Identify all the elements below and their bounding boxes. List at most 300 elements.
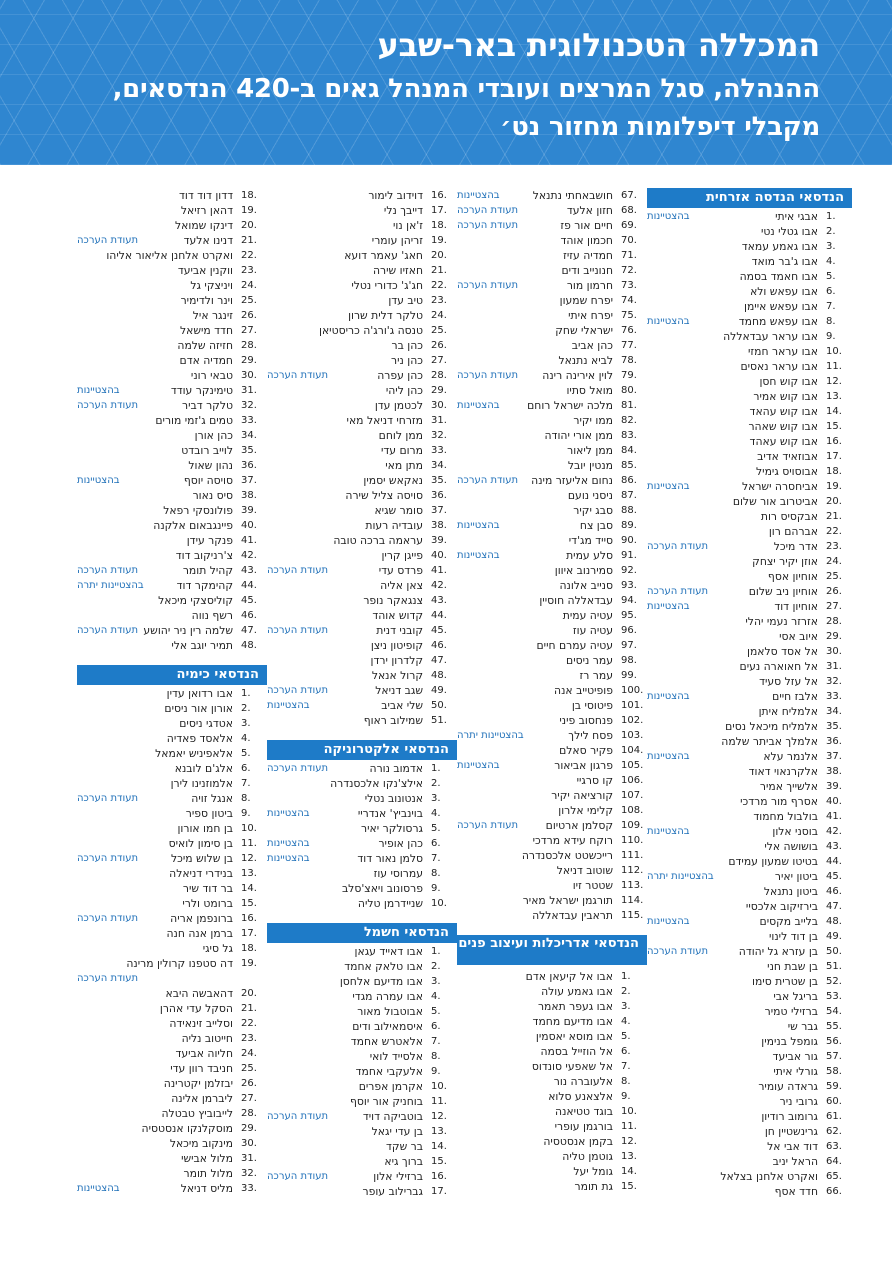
graduate-row (647, 524, 852, 539)
graduate-number: 34. (431, 460, 447, 471)
graduate-number: 38. (431, 520, 447, 531)
distinction-tag: תעודת הערכה (457, 205, 519, 216)
graduate-row (457, 1179, 647, 1194)
graduate-name: אבו קוש אמיר (753, 390, 818, 403)
graduate-name: כהן אביב (571, 339, 613, 352)
graduate-row (457, 368, 647, 383)
graduate-name: בירזיקוב אלכסיי (745, 900, 818, 913)
graduate-number: 80. (621, 385, 637, 396)
graduate-number: 20. (241, 220, 257, 231)
graduate-name: סיס נאור (192, 489, 233, 502)
graduate-number: 115. (621, 910, 644, 921)
graduate-row (457, 383, 647, 398)
graduate-name: בן עדי יגאל (371, 1125, 423, 1138)
graduate-row (77, 593, 267, 608)
graduate-name: סלע עמית (566, 549, 613, 562)
graduate-number: 35. (826, 721, 842, 732)
graduate-name: אלג'ם לובנא (174, 762, 233, 775)
graduate-number: 27. (826, 601, 842, 612)
graduate-name: פולונסקי רפאל (163, 504, 233, 517)
graduate-name: אדר מיכל (773, 540, 818, 553)
graduate-row (647, 1139, 852, 1154)
graduate-name: טבאי רוני (190, 369, 233, 382)
graduate-row (267, 1154, 457, 1169)
graduate-row (457, 638, 647, 653)
graduate-name: מוסקלנקו אנסטסיה (141, 1122, 233, 1135)
graduate-row (647, 314, 852, 329)
column-2 (457, 188, 647, 1194)
graduate-number: 20. (241, 988, 257, 999)
graduate-row (647, 599, 852, 614)
graduate-row (457, 398, 647, 413)
graduate-number: 23. (826, 541, 842, 552)
graduate-name: אסרף מור מרדכי (740, 795, 818, 808)
graduate-number: 39. (431, 535, 447, 546)
graduate-number: 2. (826, 226, 836, 237)
graduate-row (647, 404, 852, 419)
graduate-name: קהיל תומר (182, 564, 233, 577)
graduate-number: 30. (826, 646, 842, 657)
graduate-row (267, 188, 457, 203)
graduate-row (647, 284, 852, 299)
graduate-number: 21. (241, 1003, 257, 1014)
graduate-name: טנסה ג'ורג'ה כריסטיאן (319, 324, 423, 337)
section-header: הנדסאי אדריכלות ועיצוב פנים (457, 935, 647, 965)
graduate-number: 10. (826, 346, 842, 357)
graduate-name: אלשייך אמיר (759, 780, 818, 793)
distinction-tag: בהצטיינות (267, 808, 310, 819)
graduate-row (647, 734, 852, 749)
graduate-row (77, 896, 267, 911)
graduate-row (267, 1079, 457, 1094)
graduate-row (77, 1076, 267, 1091)
graduate-row (647, 779, 852, 794)
graduate-row (457, 1104, 647, 1119)
graduate-row (457, 1134, 647, 1149)
graduate-row (647, 899, 852, 914)
graduate-number: 10. (621, 1106, 637, 1117)
graduate-row (77, 821, 267, 836)
graduate-number: 10. (431, 898, 447, 909)
graduate-row (647, 1154, 852, 1169)
graduate-row (267, 866, 457, 881)
graduate-name: טמים ג'זמי מורים (155, 414, 233, 427)
graduate-number: 113. (621, 880, 644, 891)
graduate-number: 46. (241, 610, 257, 621)
graduate-name: ברזילי טמיר (764, 1005, 818, 1018)
graduate-name: אבו אל קיעאן אדם (525, 970, 613, 983)
graduate-name: בולבול מחמוד (753, 810, 818, 823)
graduate-number: 75. (621, 310, 637, 321)
graduate-name: אבו קוש חסן (759, 375, 818, 388)
graduate-row (457, 984, 647, 999)
graduate-name: אבו דאייד עגאן (354, 945, 423, 958)
distinction-tag: תעודת הערכה (77, 625, 139, 636)
graduate-row (77, 428, 267, 443)
graduate-row (77, 518, 267, 533)
graduate-name: צ'רניקוב דוד (175, 549, 233, 562)
graduate-row (267, 989, 457, 1004)
distinction-tag: תעודת הערכה (457, 475, 519, 486)
graduate-row (77, 701, 267, 716)
graduate-name: אלמוזנינו לירן (170, 777, 233, 790)
graduate-name: טימינקר עודד (170, 384, 233, 397)
graduate-row (77, 203, 267, 218)
distinction-tag: תעודת הערכה (77, 913, 139, 924)
distinction-tag: בהצטיינות יתרה (457, 730, 524, 741)
graduate-name: חמדיה אדם (179, 354, 233, 367)
distinction-tag: תעודת הערכה (77, 973, 139, 984)
graduate-number: 5. (431, 823, 441, 834)
graduate-number: 16. (431, 190, 447, 201)
graduate-row (647, 809, 852, 824)
graduate-name: אבגי איתי (775, 210, 818, 223)
distinction-tag: בהצטיינות (457, 400, 500, 411)
graduate-name: שמילוב ראוף (363, 714, 423, 727)
graduate-row (267, 413, 457, 428)
graduate-row (457, 878, 647, 893)
graduate-number: 17. (241, 928, 257, 939)
graduate-row (457, 218, 647, 233)
graduate-row (77, 533, 267, 548)
graduate-name: שלי אביב (381, 699, 423, 712)
graduate-name: יפרח איתי (568, 309, 613, 322)
graduate-number: 18. (431, 220, 447, 231)
graduate-name: נחום אליעזר מינה (531, 474, 613, 487)
section-gap (457, 923, 647, 935)
graduate-name: אלקרנאוי דאוד (748, 765, 818, 778)
graduate-name: בן סימון לואיס (168, 837, 233, 850)
distinction-tag: בהצטיינות (457, 190, 500, 201)
graduate-name: קו סרגיי (576, 774, 613, 787)
graduate-name: מתן מאי (385, 459, 423, 472)
distinction-tag: בהצטיינות (647, 691, 690, 702)
graduate-name: אוחיון דוד (774, 600, 818, 613)
graduate-name: אזרזר נעמי יהלי (745, 615, 818, 628)
graduate-row (647, 299, 852, 314)
graduate-name: ממן ליאור (567, 444, 613, 457)
graduate-number: 27. (241, 325, 257, 336)
graduate-row (267, 218, 457, 233)
graduate-number: 22. (241, 250, 257, 261)
graduate-row (267, 1049, 457, 1064)
graduate-name: טיב עדן (388, 294, 423, 307)
distinction-tag: בהצטיינות (457, 760, 500, 771)
graduate-number: 108. (621, 805, 644, 816)
graduate-name: בוינביץ' אנדריי (357, 807, 423, 820)
graduate-number: 10. (241, 823, 257, 834)
graduate-name: אלאפיניש יאמאל (155, 747, 233, 760)
graduate-number: 74. (621, 295, 637, 306)
graduate-name: ממן לוחם (378, 429, 423, 442)
graduate-row (77, 548, 267, 563)
graduate-number: 52. (826, 976, 842, 987)
graduate-name: בורגמן עופרי (554, 1120, 613, 1133)
graduate-row (77, 761, 267, 776)
graduate-name: וינר ולדימיר (180, 294, 233, 307)
graduate-row (77, 1091, 267, 1106)
graduate-row (457, 863, 647, 878)
graduate-number: 30. (241, 370, 257, 381)
distinction-tag: תעודת הערכה (77, 565, 139, 576)
graduate-number: 43. (431, 595, 447, 606)
graduate-row (457, 608, 647, 623)
graduate-number: 7. (621, 1061, 631, 1072)
graduate-row (647, 1184, 852, 1199)
graduate-number: 4. (241, 733, 251, 744)
graduate-number: 105. (621, 760, 644, 771)
graduate-number: 90. (621, 535, 637, 546)
graduate-row (647, 329, 852, 344)
graduate-number: 78. (621, 355, 637, 366)
graduate-name: גומל יעל (573, 1165, 613, 1178)
graduate-name: חרמון מור (566, 279, 613, 292)
graduate-row (457, 683, 647, 698)
graduate-number: 12. (241, 853, 257, 864)
graduate-number: 8. (826, 316, 836, 327)
graduate-number: 72. (621, 265, 637, 276)
graduate-row (77, 716, 267, 731)
graduate-name: אבוטבול מאור (357, 1005, 423, 1018)
graduate-name: זריהן עומרי (371, 234, 423, 247)
graduate-number: 41. (241, 535, 257, 546)
graduate-number: 9. (621, 1091, 631, 1102)
graduate-name: סומר שגיא (374, 504, 423, 517)
graduate-number: 12. (826, 376, 842, 387)
graduate-row (457, 728, 647, 743)
distinction-tag: בהצטיינות (647, 481, 690, 492)
graduate-row (647, 554, 852, 569)
graduate-row (77, 731, 267, 746)
graduate-name: בטיטו שמעון עמידם (728, 855, 818, 868)
graduate-name: נאקאש יסמין (363, 474, 423, 487)
graduate-number: 22. (241, 1018, 257, 1029)
graduate-row (457, 203, 647, 218)
graduate-number: 64. (826, 1156, 842, 1167)
graduate-row (77, 608, 267, 623)
graduate-number: 8. (431, 1051, 441, 1062)
graduate-number: 100. (621, 685, 644, 696)
graduate-name: צאן אליה (380, 579, 423, 592)
graduate-name: ישראלי שחק (555, 324, 613, 337)
graduate-row (77, 836, 267, 851)
graduate-name: שניידרמן טליה (357, 897, 423, 910)
graduate-row (77, 941, 267, 956)
graduate-name: אבו עראר עבדאללה (723, 330, 818, 343)
graduate-name: בן שלוש מיכל (170, 852, 233, 865)
graduate-number: 5. (621, 1031, 631, 1042)
graduate-number: 45. (431, 625, 447, 636)
graduate-number: 6. (241, 763, 251, 774)
graduate-number: 37. (431, 505, 447, 516)
graduate-row (647, 989, 852, 1004)
graduate-name: פנקר עידן (186, 534, 233, 547)
distinction-tag: תעודת הערכה (77, 853, 139, 864)
graduate-name: עמרוסי עוז (373, 867, 423, 880)
graduate-number: 109. (621, 820, 644, 831)
graduate-row (77, 956, 267, 971)
graduate-number: 13. (431, 1126, 447, 1137)
graduate-row (457, 248, 647, 263)
column-4 (77, 188, 267, 1196)
graduate-name: לוין אירינה רינה (542, 369, 613, 382)
graduate-name: פרגון אביאור (554, 759, 613, 772)
graduate-number: 66. (826, 1186, 842, 1197)
graduate-number: 94. (621, 595, 637, 606)
graduate-name: אטדגי ניסים (179, 717, 233, 730)
graduate-name: גברילוב עופר (362, 1185, 423, 1198)
graduate-number: 50. (431, 700, 447, 711)
graduate-name: בן עזרא גל יהודה (738, 945, 818, 958)
graduate-number: 61. (826, 1111, 842, 1122)
graduate-name: פקיר סאלם (559, 744, 613, 757)
graduate-name: כהן אורן (194, 429, 233, 442)
graduate-name: תראבין עבדאללה (532, 909, 613, 922)
graduate-number: 47. (431, 655, 447, 666)
graduate-number: 12. (621, 1136, 637, 1147)
graduate-row (647, 1064, 852, 1079)
graduate-row (267, 503, 457, 518)
graduate-name: שלמה רין ניר יהושע (143, 624, 233, 637)
graduate-name: מנטין יובל (567, 459, 613, 472)
graduate-name: חיים אור פז (560, 219, 613, 232)
graduate-number: 1. (241, 688, 251, 699)
graduate-name: ויניצקי גל (190, 279, 233, 292)
graduate-row (647, 269, 852, 284)
graduate-name: אנגל זויה (191, 792, 233, 805)
graduate-row (77, 911, 267, 926)
graduate-number: 98. (621, 655, 637, 666)
graduate-row (77, 413, 267, 428)
graduate-number: 23. (241, 1033, 257, 1044)
graduate-number: 29. (431, 385, 447, 396)
graduate-row (457, 698, 647, 713)
graduate-name: אלעוברה נור (553, 1075, 613, 1088)
graduate-row (267, 578, 457, 593)
graduate-row (457, 593, 647, 608)
graduate-name: סייד מג'די (568, 534, 613, 547)
graduate-row (77, 851, 267, 866)
graduate-number: 45. (241, 595, 257, 606)
graduate-row (457, 458, 647, 473)
graduate-name: קלימי אלרון (558, 804, 613, 817)
graduate-row (647, 659, 852, 674)
graduate-number: 7. (431, 853, 441, 864)
graduate-row (77, 791, 267, 806)
graduate-number: 25. (826, 571, 842, 582)
graduate-name: דוד אבי אל (767, 1140, 818, 1153)
graduate-row (457, 803, 647, 818)
graduate-number: 37. (826, 751, 842, 762)
graduate-number: 42. (241, 550, 257, 561)
graduate-number: 3. (241, 718, 251, 729)
graduate-number: 71. (621, 250, 637, 261)
distinction-tag: בהצטיינות (647, 211, 690, 222)
graduate-name: בן דוד לינוי (768, 930, 818, 943)
graduate-row (267, 533, 457, 548)
graduate-row (267, 1004, 457, 1019)
graduate-row (267, 233, 457, 248)
graduate-name: אבו מדיעם מחמד (532, 1015, 613, 1028)
graduate-row (267, 791, 457, 806)
graduate-name: לכטמן עדן (374, 399, 423, 412)
section-header: הנדסאי כימיה (77, 665, 267, 685)
graduate-name: עמר רז (579, 669, 613, 682)
graduate-name: יבזלמן יקטרינה (163, 1077, 233, 1090)
graduate-row (267, 368, 457, 383)
graduate-row (267, 1184, 457, 1199)
graduate-row (77, 323, 267, 338)
distinction-tag: בהצטיינות (647, 751, 690, 762)
graduate-row (267, 1019, 457, 1034)
graduate-name: אבו קוש עאהד (749, 435, 818, 448)
graduate-name: שוטוב דניאל (556, 864, 613, 877)
graduate-row (647, 764, 852, 779)
graduate-number: 21. (826, 511, 842, 522)
graduate-name: אוחיון אסף (767, 570, 818, 583)
graduate-name: סבג יקיר (573, 504, 613, 517)
graduate-row (457, 578, 647, 593)
graduate-row (457, 1044, 647, 1059)
graduate-number: 49. (431, 685, 447, 696)
graduate-row (267, 248, 457, 263)
graduate-row (267, 293, 457, 308)
graduate-name: בן חמו אורון (177, 822, 233, 835)
graduate-number: 32. (431, 430, 447, 441)
graduate-name: גומפל בנימין (761, 1035, 818, 1048)
graduate-number: 26. (826, 586, 842, 597)
graduate-row (77, 1121, 267, 1136)
graduate-row (267, 698, 457, 713)
graduate-name: קובני דנית (376, 624, 423, 637)
distinction-tag: תעודת הערכה (457, 280, 519, 291)
column-3 (267, 188, 457, 1199)
graduate-name: חדד אסף (774, 1185, 818, 1198)
graduate-name: אבו עפאש איימן (744, 300, 818, 313)
graduate-number: 27. (431, 355, 447, 366)
graduate-row (267, 776, 457, 791)
graduate-row (267, 593, 457, 608)
graduate-row (647, 1109, 852, 1124)
graduate-row (267, 806, 457, 821)
graduate-name: גור אביעד (772, 1050, 818, 1063)
graduate-name: לוייב רובדט (181, 444, 233, 457)
graduate-number: 42. (431, 580, 447, 591)
graduate-number: 99. (621, 670, 637, 681)
graduate-row (647, 1079, 852, 1094)
graduate-number: 76. (621, 325, 637, 336)
graduate-number: 60. (826, 1096, 842, 1107)
graduate-number: 53. (826, 991, 842, 1002)
graduate-row (647, 539, 852, 554)
graduate-number: 96. (621, 625, 637, 636)
distinction-tag: בהצטיינות יתרה (77, 580, 144, 591)
graduate-number: 85. (621, 460, 637, 471)
graduate-number: 39. (826, 781, 842, 792)
graduate-name: אבו קוש עהאד (749, 405, 818, 418)
graduate-number: 2. (241, 703, 251, 714)
graduate-number: 7. (431, 1036, 441, 1047)
graduate-number: 9. (826, 331, 836, 342)
graduate-row (267, 563, 457, 578)
graduate-name: אל חאוארה נעים (739, 660, 818, 673)
graduate-row (647, 449, 852, 464)
graduate-row (77, 233, 267, 248)
graduate-row (267, 959, 457, 974)
graduate-name: אביטרוב אור שלום (732, 495, 818, 508)
graduate-name: אלבז חיים (772, 690, 818, 703)
graduate-name: אל אסד סלאמן (747, 645, 818, 658)
